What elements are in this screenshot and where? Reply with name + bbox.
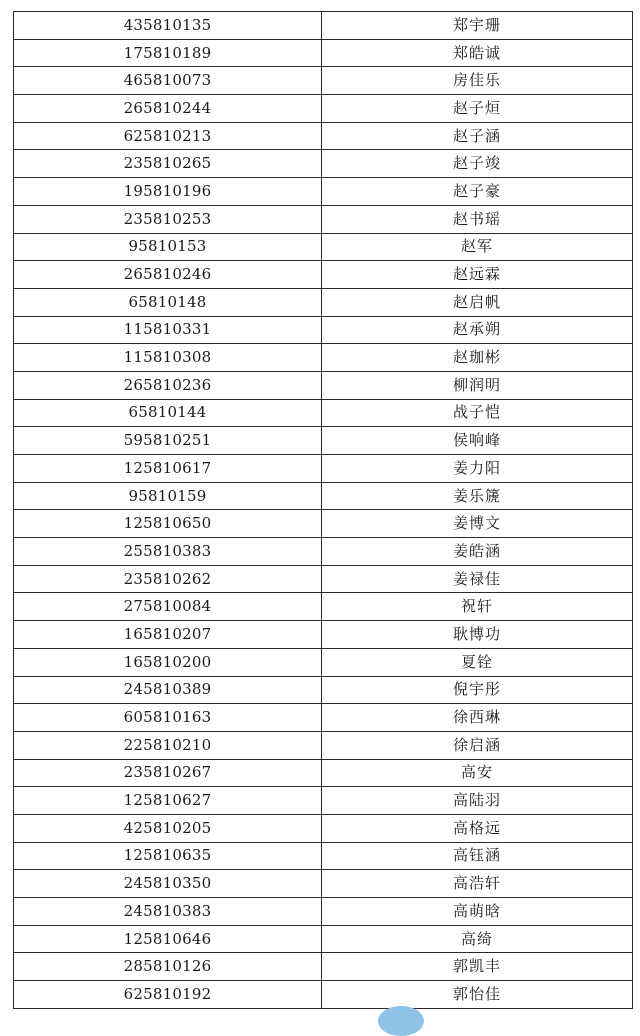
student-id-cell: 275810084 — [14, 593, 322, 621]
table-row — [14, 759, 633, 787]
student-name-cell: 郑皓诚 — [322, 39, 633, 67]
student-name-cell: 夏铨 — [322, 648, 633, 676]
table-row — [14, 39, 633, 67]
student-id-cell: 225810210 — [14, 731, 322, 759]
table-row — [14, 814, 633, 842]
student-id-cell: 175810189 — [14, 39, 322, 67]
table-row — [14, 371, 633, 399]
page-corner-mark — [378, 1006, 424, 1036]
table-row — [14, 67, 633, 95]
student-name-cell: 耿博功 — [322, 621, 633, 649]
student-name-cell: 姜禄佳 — [322, 565, 633, 593]
student-name-cell: 高绮 — [322, 925, 633, 953]
student-name-cell: 姜皓涵 — [322, 538, 633, 566]
student-name-cell: 郑宇珊 — [322, 12, 633, 40]
table-row — [14, 621, 633, 649]
table-row — [14, 482, 633, 510]
student-name-cell: 赵子竣 — [322, 150, 633, 178]
student-name-cell: 祝轩 — [322, 593, 633, 621]
table-row — [14, 704, 633, 732]
student-id-cell: 95810159 — [14, 482, 322, 510]
table-row — [14, 178, 633, 206]
student-name-cell: 赵军 — [322, 233, 633, 261]
student-id-cell: 265810246 — [14, 261, 322, 289]
table-row — [14, 455, 633, 483]
table-row — [14, 95, 633, 123]
table-row — [14, 261, 633, 289]
table-row — [14, 427, 633, 455]
student-id-cell: 605810163 — [14, 704, 322, 732]
student-id-cell: 245810350 — [14, 870, 322, 898]
student-name-cell: 姜力阳 — [322, 455, 633, 483]
student-id-cell: 125810646 — [14, 925, 322, 953]
table-row — [14, 205, 633, 233]
table-row — [14, 316, 633, 344]
student-id-cell: 595810251 — [14, 427, 322, 455]
student-name-cell: 赵珈彬 — [322, 344, 633, 372]
student-name-cell: 赵承朔 — [322, 316, 633, 344]
student-name-cell: 高浩轩 — [322, 870, 633, 898]
student-id-cell: 625810192 — [14, 981, 322, 1009]
student-id-cell: 125810635 — [14, 842, 322, 870]
student-id-cell: 285810126 — [14, 953, 322, 981]
student-id-cell: 125810617 — [14, 455, 322, 483]
table-row — [14, 510, 633, 538]
table-row — [14, 953, 633, 981]
student-id-cell: 465810073 — [14, 67, 322, 95]
table-row — [14, 731, 633, 759]
student-name-cell: 姜博文 — [322, 510, 633, 538]
student-name-cell: 郭怡佳 — [322, 981, 633, 1009]
student-id-cell: 265810244 — [14, 95, 322, 123]
roster-table — [13, 11, 633, 1009]
student-id-cell: 235810265 — [14, 150, 322, 178]
table-row — [14, 787, 633, 815]
student-id-cell: 425810205 — [14, 814, 322, 842]
student-name-cell: 赵子豪 — [322, 178, 633, 206]
table-row — [14, 981, 633, 1009]
student-name-cell: 侯响峰 — [322, 427, 633, 455]
student-id-cell: 625810213 — [14, 122, 322, 150]
student-id-cell: 65810148 — [14, 288, 322, 316]
student-id-cell: 255810383 — [14, 538, 322, 566]
student-name-cell: 高钰涵 — [322, 842, 633, 870]
student-name-cell: 高陆羽 — [322, 787, 633, 815]
student-id-cell: 195810196 — [14, 178, 322, 206]
student-name-cell: 徐西琳 — [322, 704, 633, 732]
table-row — [14, 898, 633, 926]
student-name-cell: 高萌晗 — [322, 898, 633, 926]
student-id-cell: 65810144 — [14, 399, 322, 427]
student-name-cell: 郭凯丰 — [322, 953, 633, 981]
student-id-cell: 165810207 — [14, 621, 322, 649]
table-row — [14, 648, 633, 676]
student-id-cell: 165810200 — [14, 648, 322, 676]
student-name-cell: 高格远 — [322, 814, 633, 842]
table-row — [14, 925, 633, 953]
table-row — [14, 233, 633, 261]
student-id-cell: 115810331 — [14, 316, 322, 344]
student-name-cell: 赵子烜 — [322, 95, 633, 123]
student-id-cell: 125810627 — [14, 787, 322, 815]
table-row — [14, 842, 633, 870]
student-id-cell: 245810389 — [14, 676, 322, 704]
student-name-cell: 赵启帆 — [322, 288, 633, 316]
roster-table-body — [14, 12, 633, 1009]
student-id-cell: 435810135 — [14, 12, 322, 40]
student-name-cell: 高安 — [322, 759, 633, 787]
student-id-cell: 235810267 — [14, 759, 322, 787]
table-row — [14, 12, 633, 40]
student-name-cell: 赵子涵 — [322, 122, 633, 150]
student-name-cell: 徐启涵 — [322, 731, 633, 759]
student-name-cell: 赵书瑶 — [322, 205, 633, 233]
student-name-cell: 倪宇彤 — [322, 676, 633, 704]
table-row — [14, 538, 633, 566]
student-id-cell: 235810253 — [14, 205, 322, 233]
student-name-cell: 柳润明 — [322, 371, 633, 399]
student-id-cell: 125810650 — [14, 510, 322, 538]
table-row — [14, 870, 633, 898]
student-id-cell: 115810308 — [14, 344, 322, 372]
student-id-cell: 265810236 — [14, 371, 322, 399]
table-row — [14, 399, 633, 427]
student-id-cell: 245810383 — [14, 898, 322, 926]
table-row — [14, 288, 633, 316]
student-name-cell: 姜乐篪 — [322, 482, 633, 510]
table-row — [14, 150, 633, 178]
table-row — [14, 344, 633, 372]
table-row — [14, 593, 633, 621]
table-row — [14, 676, 633, 704]
student-id-cell: 95810153 — [14, 233, 322, 261]
student-name-cell: 战子恺 — [322, 399, 633, 427]
table-row — [14, 565, 633, 593]
table-row — [14, 122, 633, 150]
student-id-cell: 235810262 — [14, 565, 322, 593]
student-name-cell: 房佳乐 — [322, 67, 633, 95]
student-name-cell: 赵远霖 — [322, 261, 633, 289]
